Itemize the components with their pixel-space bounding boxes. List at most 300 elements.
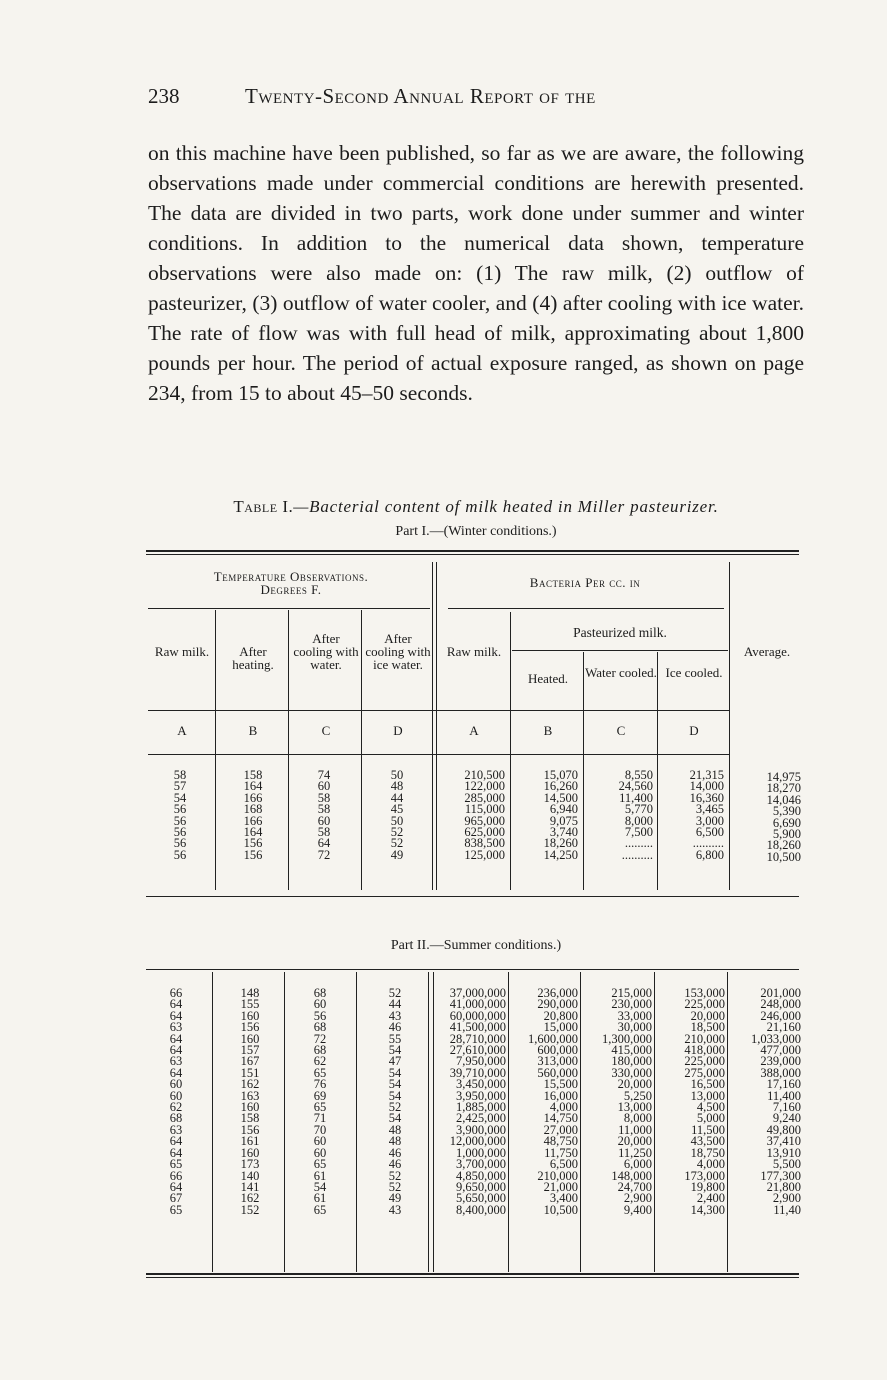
table-cell: 66: [169, 986, 183, 1000]
part1-bottom-rule: [146, 896, 799, 897]
table-cell: 167: [240, 1054, 260, 1069]
letter-heated: B: [543, 723, 553, 738]
letter-bact-raw: A: [469, 723, 479, 738]
part1-vrule: [361, 610, 362, 890]
table-cell: 3,900,000: [456, 1122, 506, 1137]
col-water-cooled-header: Water cooled.: [585, 665, 657, 680]
table-cell: 148: [240, 986, 260, 1000]
table-cell: 14,250: [543, 847, 578, 862]
header-letters-rule: [148, 710, 730, 711]
table-cell: 6,500: [549, 1157, 578, 1172]
header-bottom-rule: [148, 754, 730, 755]
table-cell: 1,600,000: [528, 1031, 578, 1046]
table-cell: 60: [313, 1145, 327, 1160]
table-cell: 14,300: [690, 1202, 725, 1217]
table-cell: 30,000: [617, 1020, 652, 1035]
table-cell: 72: [313, 1031, 327, 1046]
table-cell: 14,750: [543, 1111, 578, 1126]
table-cell: 52: [388, 1179, 402, 1194]
table-cell: 63: [169, 1020, 183, 1035]
table-cell: 125,000: [464, 847, 505, 862]
table-cell: 11,250: [618, 1145, 652, 1160]
table-cell: 56: [173, 813, 187, 828]
table-cell: 140: [240, 1168, 260, 1183]
table-cell: 4,000: [696, 1157, 725, 1172]
table-cell: 17,160: [766, 1077, 801, 1092]
table-cell: 166: [243, 790, 263, 805]
table-cell: 18,260: [766, 838, 801, 853]
table-cell: 162: [240, 1191, 260, 1206]
table-cell: 64: [169, 1134, 183, 1149]
table-cell: 11,400: [619, 790, 653, 805]
table-cell: 9,240: [772, 1111, 801, 1126]
running-title: Twenty-Second Annual Report of the: [245, 84, 596, 108]
table-cell: 52: [388, 1168, 402, 1183]
table-cell: 5,390: [772, 804, 801, 819]
table-cell: 18,260: [543, 836, 578, 851]
table-cell: 161: [240, 1134, 260, 1149]
part2-col-raw: [146, 988, 206, 1216]
part1-col-cool-ice: [366, 770, 428, 861]
table-cell: 313,000: [537, 1054, 578, 1069]
table-cell: 153,000: [684, 986, 725, 1000]
part2-top-rule: [146, 969, 799, 970]
table-cell: 64: [169, 1043, 183, 1058]
table-cell: 14,046: [766, 792, 801, 807]
part1-col-heating: [220, 770, 286, 861]
part1-col-raw: [150, 770, 210, 861]
table-cell: 8,550: [624, 768, 653, 782]
table-cell: 66: [169, 1168, 183, 1183]
table-cell: 155: [240, 997, 260, 1012]
table-cell: 11,500: [691, 1122, 725, 1137]
table-cell: 60: [313, 997, 327, 1012]
part2-col-average: [729, 988, 801, 1216]
table-cell: 12,000,000: [449, 1134, 506, 1149]
table-cell: 285,000: [464, 790, 505, 805]
part2-vrule: [212, 972, 213, 1272]
table-cell: 56: [173, 825, 187, 840]
table-cell: 43: [388, 1008, 402, 1023]
table-cell: 64: [169, 1008, 183, 1023]
pasteurized-underline: [512, 650, 728, 651]
table-cell: 330,000: [611, 1065, 652, 1080]
table-cell: 21,160: [766, 1020, 801, 1035]
page-number: 238: [148, 84, 180, 108]
table-cell: 68: [313, 1020, 327, 1035]
table-cell: 54: [313, 1179, 327, 1194]
table-cell: 156: [243, 847, 263, 862]
letter-heating: B: [248, 723, 258, 738]
table-cell: 60: [317, 813, 331, 828]
table-cell: 210,000: [684, 1031, 725, 1046]
table-cell: 158: [243, 768, 263, 782]
table-cell: 21,800: [766, 1179, 801, 1194]
table-cell: 177,300: [760, 1168, 801, 1183]
table-cell: 2,425,000: [456, 1111, 506, 1126]
table-cell: 7,500: [624, 825, 653, 840]
table-cell: 173,000: [684, 1168, 725, 1183]
table-cell: 4,500: [696, 1100, 725, 1115]
bact-group-underline: [448, 608, 724, 609]
table-cell: 13,000: [617, 1100, 652, 1115]
part1-vrule: [288, 610, 289, 890]
table-cell: 236,000: [537, 986, 578, 1000]
table-cell: 43,500: [690, 1134, 725, 1149]
table-cell: 60: [317, 779, 331, 794]
table-cell: 9,650,000: [456, 1179, 506, 1194]
table-cell: 15,500: [543, 1077, 578, 1092]
table-cell: 158: [240, 1111, 260, 1126]
table-cell: 18,750: [690, 1145, 725, 1160]
table-cell: .........: [624, 836, 653, 851]
table-cell: 64: [169, 1179, 183, 1194]
table-cell: 24,560: [618, 779, 653, 794]
letter-cool-water: C: [321, 723, 331, 738]
table-cell: 47: [388, 1054, 402, 1069]
table-cell: 14,500: [543, 790, 578, 805]
table-cell: 7,950,000: [456, 1054, 506, 1069]
table-cell: 162: [240, 1077, 260, 1092]
table-cell: 1,300,000: [602, 1031, 652, 1046]
table-top-rule-2: [146, 554, 799, 555]
table-cell: 48: [388, 1122, 402, 1137]
table-cell: 44: [390, 790, 404, 805]
table-cell: 45: [390, 802, 404, 817]
table-cell: 166: [243, 813, 263, 828]
table-cell: 8,000: [623, 1111, 652, 1126]
col-average-header: Average.: [743, 644, 791, 659]
part2-col-water-cooled: [582, 988, 652, 1216]
table-cell: 156: [240, 1122, 260, 1137]
table-cell: 65: [313, 1202, 327, 1217]
table-cell: 37,410: [766, 1134, 801, 1149]
letter-ice-cooled: D: [689, 723, 699, 738]
table-cell: 965,000: [464, 813, 505, 828]
table-cell: 5,650,000: [456, 1191, 506, 1206]
table-cell: 68: [313, 1043, 327, 1058]
part2-col-ice-cooled: [656, 988, 725, 1216]
table-cell: 60: [169, 1088, 183, 1103]
col-after-cooling-ice-header: After cooling with ice water.: [365, 631, 431, 672]
table-cell: 19,800: [690, 1179, 725, 1194]
table-cell: 164: [243, 825, 263, 840]
table-cell: 49: [390, 847, 404, 862]
table-cell: 46: [388, 1157, 402, 1172]
table-cell: 21,315: [689, 768, 724, 782]
col-heated-header: Heated.: [527, 671, 569, 686]
part2-col-cool-ice: [365, 988, 425, 1216]
table-cell: 6,940: [549, 802, 578, 817]
table-cell: 28,710,000: [449, 1031, 506, 1046]
table-description: —Bacterial content of milk heated in Miller pasteurizer.: [293, 497, 719, 516]
table-cell: 8,000: [624, 813, 653, 828]
table-cell: 3,450,000: [456, 1077, 506, 1092]
table-cell: 65: [169, 1157, 183, 1172]
letter-cool-ice: D: [393, 723, 403, 738]
table-cell: 49: [388, 1191, 402, 1206]
col-raw-milk-header: Raw milk.: [154, 644, 210, 659]
table-cell: 56: [173, 802, 187, 817]
table-cell: 37,000,000: [449, 986, 506, 1000]
table-cell: 157: [240, 1043, 260, 1058]
table-cell: 201,000: [760, 986, 801, 1000]
table-cell: 3,000: [695, 813, 724, 828]
part1-vrule: [215, 610, 216, 890]
table-cell: 60: [169, 1077, 183, 1092]
table-cell: 9,075: [549, 813, 578, 828]
table-cell: 58: [317, 790, 331, 805]
table-cell: 21,000: [543, 1179, 578, 1194]
table-cell: 1,885,000: [456, 1100, 506, 1115]
running-header: [148, 84, 808, 112]
table-cell: 1,000,000: [456, 1145, 506, 1160]
table-cell: 180,000: [611, 1054, 652, 1069]
table-cell: 3,700,000: [456, 1157, 506, 1172]
table-cell: 64: [169, 1031, 183, 1046]
table-cell: 225,000: [684, 1054, 725, 1069]
table-cell: 5,000: [696, 1111, 725, 1126]
col-after-cooling-water-header: After cooling with water.: [293, 631, 359, 672]
table-cell: 7,160: [772, 1100, 801, 1115]
table-cell: 5,770: [624, 802, 653, 817]
table-cell: 164: [243, 779, 263, 794]
table-cell: 388,000: [760, 1065, 801, 1080]
part1-caption: Part I.—(Winter conditions.): [395, 524, 557, 539]
table-cell: 62: [169, 1100, 183, 1115]
table-cell: 39,710,000: [449, 1065, 506, 1080]
table-cell: 415,000: [611, 1043, 652, 1058]
table-cell: 44: [388, 997, 402, 1012]
table-cell: 54: [388, 1077, 402, 1092]
table-cell: 477,000: [760, 1043, 801, 1058]
table-cell: 3,740: [549, 825, 578, 840]
group-bacteria-header: Bacteria Per cc. in: [529, 575, 641, 590]
part2-col-cool-water: [290, 988, 350, 1216]
table-cell: 48,750: [543, 1134, 578, 1149]
table-cell: 48: [388, 1134, 402, 1149]
table-cell: 160: [240, 1100, 260, 1115]
table-cell: 63: [169, 1054, 183, 1069]
table-cell: 27,000: [543, 1122, 578, 1137]
table-cell: 6,800: [695, 847, 724, 862]
table-cell: 65: [313, 1157, 327, 1172]
part2-col-heating: [220, 988, 280, 1216]
table-cell: 11,750: [544, 1145, 578, 1160]
table-cell: 69: [313, 1088, 327, 1103]
part1-col-heated: [512, 770, 578, 861]
table-cell: 54: [388, 1111, 402, 1126]
table-cell: 225,000: [684, 997, 725, 1012]
table-cell: 46: [388, 1020, 402, 1035]
table-cell: 52: [390, 836, 404, 851]
table-cell: 27,610,000: [449, 1043, 506, 1058]
table-cell: ..........: [692, 836, 724, 851]
table-cell: 5,500: [772, 1157, 801, 1172]
table-cell: 10,500: [543, 1202, 578, 1217]
table-cell: 152: [240, 1202, 260, 1217]
table-cell: 56: [313, 1008, 327, 1023]
table-cell: 64: [169, 1065, 183, 1080]
table-cell: 122,000: [464, 779, 505, 794]
table-cell: 156: [240, 1020, 260, 1035]
table-cell: 48: [390, 779, 404, 794]
table-cell: 16,260: [543, 779, 578, 794]
table-cell: 3,400: [549, 1191, 578, 1206]
table-cell: 50: [390, 768, 404, 782]
table-cell: 70: [313, 1122, 327, 1137]
table-cell: 168: [243, 802, 263, 817]
part2-col-heated: [508, 988, 578, 1216]
table-cell: 4,850,000: [456, 1168, 506, 1183]
col-ice-cooled-header: Ice cooled.: [665, 665, 723, 680]
part1-col-average: [731, 772, 801, 863]
table-cell: 14,000: [689, 779, 724, 794]
table-cell: 8,400,000: [456, 1202, 506, 1217]
table-cell: 210,500: [464, 768, 505, 782]
table-cell: 50: [390, 813, 404, 828]
table-cell: 156: [243, 836, 263, 851]
table-cell: 24,700: [617, 1179, 652, 1194]
table-cell: 62: [313, 1054, 327, 1069]
table-cell: 9,400: [623, 1202, 652, 1217]
table-cell: 65: [313, 1100, 327, 1115]
table-cell: 16,000: [543, 1088, 578, 1103]
table-cell: 210,000: [537, 1168, 578, 1183]
table-cell: 2,900: [623, 1191, 652, 1206]
table-cell: 6,500: [695, 825, 724, 840]
table-cell: 41,500,000: [449, 1020, 506, 1035]
part1-col-cool-water: [293, 770, 355, 861]
table-cell: 14,975: [766, 770, 801, 784]
table-cell: 52: [388, 1100, 402, 1115]
table-cell: 11,40: [773, 1202, 801, 1217]
part1-col-water-cooled: [585, 770, 653, 861]
group-temperature-header: [148, 570, 434, 596]
table-cell: 2,900: [772, 1191, 801, 1206]
table-cell: 11,000: [618, 1122, 652, 1137]
table-cell: 13,910: [766, 1145, 801, 1160]
part2-col-bact-raw: [434, 988, 506, 1216]
table-cell: 41,000,000: [449, 997, 506, 1012]
table-cell: 10,500: [766, 849, 801, 864]
body-paragraph: on this machine have been published, so far as we are aware, the following observations made under commercial conditions are herewith presented. The data are divided in two parts, work done under summer and winter conditions. In addition to the numerical data shown, temperature observations were also made on: (1) The raw milk, (2) outflow of pasteurizer, (3) outflow of water cooler, and (4) after cooling with ice water. The rate of flow was with full head of milk, approximating about 1,800 pounds per hour. The period of actual exposure ranged, as shown on page 234, from 15 to about 45–50 seconds.: [148, 141, 804, 405]
table-cell: 560,000: [537, 1065, 578, 1080]
table-cell: 61: [313, 1168, 327, 1183]
table-cell: 141: [240, 1179, 260, 1194]
table-cell: 74: [317, 768, 331, 782]
table-cell: 115,000: [464, 802, 505, 817]
table-cell: 76: [313, 1077, 327, 1092]
table-cell: 5,250: [623, 1088, 652, 1103]
table-cell: 246,000: [760, 1008, 801, 1023]
table-cell: 16,360: [689, 790, 724, 805]
table-cell: 148,000: [611, 1168, 652, 1183]
table-cell: 160: [240, 1008, 260, 1023]
table-cell: 54: [388, 1088, 402, 1103]
table-cell: 58: [317, 825, 331, 840]
table-cell: 60: [313, 1134, 327, 1149]
table-cell: 54: [173, 790, 187, 805]
part2-vrule: [284, 972, 285, 1272]
table-cell: 2,400: [696, 1191, 725, 1206]
table-label: Table I.: [233, 497, 294, 516]
table-cell: 20,000: [617, 1077, 652, 1092]
table-cell: 18,500: [690, 1020, 725, 1035]
table-top-rule: [146, 550, 799, 552]
table-cell: 57: [173, 779, 187, 794]
table-cell: 33,000: [617, 1008, 652, 1023]
table-cell: 68: [313, 986, 327, 1000]
col-after-heating-header: After heating.: [232, 644, 274, 672]
table-cell: 1,033,000: [751, 1031, 801, 1046]
table-cell: 625,000: [464, 825, 505, 840]
table-cell: 3,950,000: [456, 1088, 506, 1103]
table-cell: 54: [388, 1065, 402, 1080]
table-cell: 239,000: [760, 1054, 801, 1069]
table-cell: 61: [313, 1191, 327, 1206]
part1-vrule: [432, 562, 433, 890]
table-cell: 20,000: [690, 1008, 725, 1023]
part2-vrule: [428, 972, 429, 1272]
table-caption: [148, 497, 804, 517]
table-cell: 160: [240, 1145, 260, 1160]
part1-col-bact-raw: [437, 770, 505, 861]
table-cell: 72: [317, 847, 331, 862]
table-cell: 20,000: [617, 1134, 652, 1149]
group-temperature-title: Temperature Observations.: [213, 569, 369, 584]
table-cell: 20,800: [543, 1008, 578, 1023]
table-cell: 248,000: [760, 997, 801, 1012]
table-cell: 58: [173, 768, 187, 782]
table-cell: 5,900: [772, 827, 801, 842]
table-cell: 64: [169, 997, 183, 1012]
table-cell: 600,000: [537, 1043, 578, 1058]
table-cell: 54: [388, 1043, 402, 1058]
table-cell: 46: [388, 1145, 402, 1160]
table-cell: 418,000: [684, 1043, 725, 1058]
table-cell: 290,000: [537, 997, 578, 1012]
group-temperature-sub: Degrees F.: [260, 582, 322, 597]
table-cell: 64: [317, 836, 331, 851]
table-cell: 56: [173, 847, 187, 862]
table-cell: 16,500: [690, 1077, 725, 1092]
table-cell: 163: [240, 1088, 260, 1103]
table-cell: 52: [388, 986, 402, 1000]
table-cell: 6,000: [623, 1157, 652, 1172]
table-cell: 60,000,000: [449, 1008, 506, 1023]
table-cell: 838,500: [464, 836, 505, 851]
pasteurized-header: Pasteurized milk.: [573, 625, 667, 640]
table-cell: 230,000: [611, 997, 652, 1012]
table-bottom-rule: [146, 1273, 799, 1275]
letter-raw: A: [177, 723, 187, 738]
table-cell: 3,465: [695, 802, 724, 817]
table-cell: 13,000: [690, 1088, 725, 1103]
part2-vrule: [356, 972, 357, 1272]
table-cell: 49,800: [766, 1122, 801, 1137]
table-cell: 71: [313, 1111, 327, 1126]
table-cell: 65: [169, 1202, 183, 1217]
table-cell: 56: [173, 836, 187, 851]
table-cell: 4,000: [549, 1100, 578, 1115]
table-cell: 43: [388, 1202, 402, 1217]
table-cell: ..........: [621, 847, 653, 862]
table-cell: 215,000: [611, 986, 652, 1000]
table-cell: 52: [390, 825, 404, 840]
part2-caption: Part II.—Summer conditions.): [390, 938, 562, 953]
table-cell: 64: [169, 1145, 183, 1160]
